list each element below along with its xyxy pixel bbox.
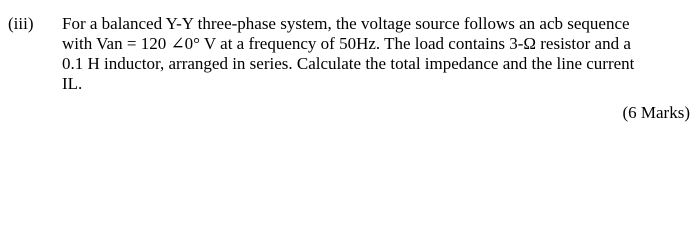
question-line-2: with Van = 120 ∠0° V at a frequency of 50Hz. The load contains 3-Ω resistor and a [62, 34, 631, 53]
question-line-1: For a balanced Y-Y three-phase system, the voltage source follows an acb sequence [62, 14, 630, 33]
question-number: (iii) [8, 14, 34, 33]
marks-label: (6 Marks) [622, 103, 690, 122]
question-line-4: IL. [62, 74, 83, 93]
question-text [62, 14, 690, 94]
question-line-3: 0.1 H inductor, arranged in series. Calculate the total impedance and the line current [62, 54, 635, 73]
